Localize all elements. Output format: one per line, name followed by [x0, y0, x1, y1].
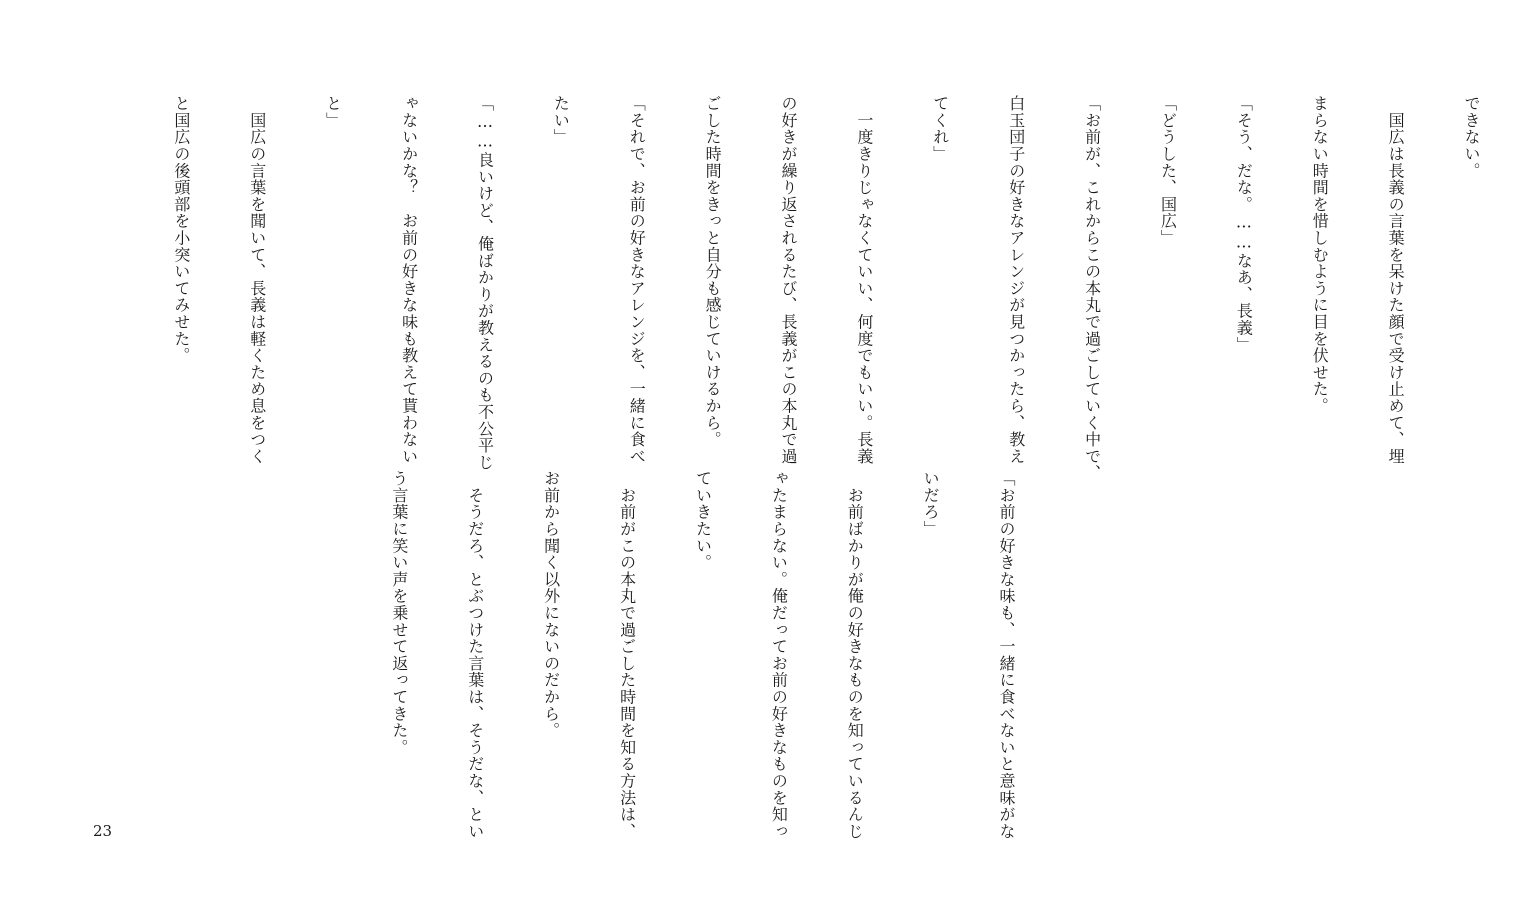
text-line: お前がこの本丸で過ごした時間を知る方法は、: [617, 470, 637, 840]
text-line: 「お前の好きな味も、一緒に食べないと意味がな: [997, 470, 1017, 840]
text-line: 「それで、お前の好きなアレンジを、一緒に食べ: [627, 95, 647, 465]
text-line: 「そう、だな。……なあ、長義」: [1234, 95, 1254, 353]
text-line: お前ばかりが俺の好きなものを知っているんじ: [845, 470, 865, 840]
text-line: てくれ」: [930, 95, 950, 163]
text-line: ゃないかな？ お前の好きな味も教えて貰わない: [399, 95, 419, 465]
text-line: 「どうした、国広」: [1158, 95, 1178, 247]
text-line: 国広は長義の言葉を呆けた顔で受け止めて、埋: [1386, 95, 1406, 465]
text-line: 国広の言葉を聞いて、長義は軽くため息をつく: [247, 95, 267, 465]
text-line: の好きが繰り返されるたび、長義がこの本丸で過: [779, 95, 799, 465]
text-line: と」: [323, 95, 343, 129]
text-line: と国広の後頭部を小突いてみせた。: [171, 95, 191, 364]
text-line: う言葉に笑い声を乗せて返ってきた。: [389, 470, 409, 756]
page-number: 23: [93, 822, 113, 840]
text-line: ゃたまらない。俺だってお前の好きなものを知っ: [769, 470, 789, 840]
text-line: できない。: [1462, 95, 1482, 179]
lower-text-block: [336, 470, 1070, 840]
upper-text-block: [118, 95, 1535, 482]
text-line: たい」: [551, 95, 571, 146]
text-line: 白玉団子の好きなアレンジが見つかったら、教え: [1006, 95, 1026, 465]
text-line: 一度きりじゃなくていい、何度でもいい。長義: [854, 95, 874, 465]
text-line: まらない時間を惜しむように目を伏せた。: [1310, 95, 1330, 415]
text-line: ごした時間をきっと自分も感じていけるから。: [703, 95, 723, 448]
text-line: 「……良いけど、俺ばかりが教えるのも不公平じ: [475, 95, 495, 471]
text-line: いだろ」: [921, 470, 941, 538]
text-line: そうだろ、とぶつけた言葉は、そうだな、とい: [465, 470, 485, 840]
text-line: 「お前が、これからこの本丸で過ごしていく中で、: [1082, 95, 1102, 482]
text-line: ていきたい。: [693, 470, 713, 571]
text-line: お前から聞く以外にないのだから。: [541, 470, 561, 739]
